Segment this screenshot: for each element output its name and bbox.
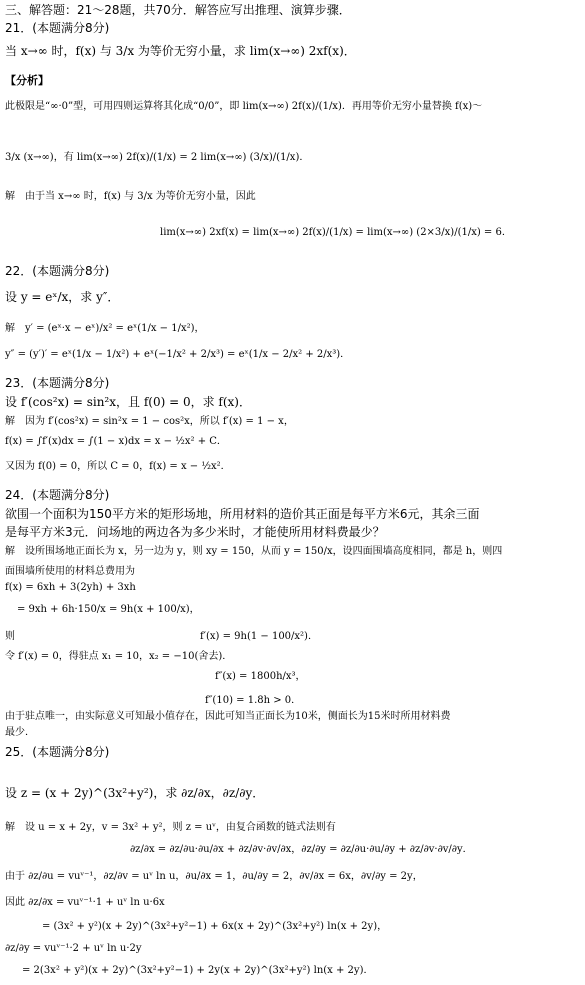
problem-23-statement: 设 f′(cos²x) = sin²x，且 f(0) = 0，求 f(x)． (5, 395, 251, 409)
problem-24-solution-3: f(x) = 6xh + 3(2yh) + 3xh (5, 582, 136, 593)
problem-22-solution-2: y″ = (y′)′ = eˣ(1/x − 1/x²) + eˣ(−1/x² + 2/x³) = eˣ(1/x − 2/x² + 2/x³)． (5, 349, 351, 360)
problem-24-solution-5: f′(x) = 9h(1 − 100/x²)． (200, 631, 318, 642)
problem-21-solution-2: lim(x→∞) 2xf(x) = lim(x→∞) 2f(x)/(1/x) = lim(x→∞) (2×3/x)/(1/x) = 6． (160, 227, 512, 238)
problem-21-analysis-1: 此极限是“∞·0”型，可用四则运算将其化成“0/0”，即 lim(x→∞) 2f(x)/(1/x)．再用等价无穷小量替换 f(x)～ (5, 101, 483, 112)
problem-21-statement: 当 x→∞ 时，f(x) 与 3/x 为等价无穷小量，求 lim(x→∞) 2xf(x)． (5, 44, 356, 58)
problem-24-solution-4: = 9xh + 6h·150/x = 9h(x + 100/x)， (17, 604, 200, 615)
problem-21-solution-1: 解 由于当 x→∞ 时，f(x) 与 3/x 为等价无穷小量，因此 (5, 191, 256, 202)
problem-24-solution-6: 令 f′(x) = 0，得驻点 x₁ = 10，x₂ = −10(舍去)． (5, 651, 233, 662)
problem-25-solution-5: = (3x² + y²)(x + 2y)^(3x²+y²−1) + 6x(x + 2y)^(3x²+y²) ln(x + 2y)， (42, 921, 388, 932)
problem-23-solution-1: 解 因为 f′(cos²x) = sin²x = 1 − cos²x，所以 f′(x) = 1 − x， (5, 416, 294, 427)
section-header: 三、解答题：21～28题，共70分．解答应写出推理、演算步骤． (5, 3, 351, 17)
problem-25-statement: 设 z = (x + 2y)^(3x²+y²)，求 ∂z/∂x，∂z/∂y． (5, 786, 265, 800)
problem-24-solution-9: 由于驻点唯一，由实际意义可知最小值存在，因此可知当正面长为10米，侧面长为15米时所用材料费 (5, 711, 451, 722)
problem-25-solution-7: = 2(3x² + y²)(x + 2y)^(3x²+y²−1) + 2y(x + 2y)^(3x²+y²) ln(x + 2y)． (22, 965, 374, 976)
problem-23-number: 23．(本题满分8分) (5, 376, 110, 390)
problem-25-solution-3: 由于 ∂z/∂u = vuᵛ⁻¹，∂z/∂v = uᵛ ln u，∂u/∂x = 1，∂u/∂y = 2，∂v/∂x = 6x，∂v/∂y = 2y， (5, 871, 423, 882)
problem-25-solution-6: ∂z/∂y = vuᵛ⁻¹·2 + uᵛ ln u·2y (5, 943, 142, 954)
problem-22-number: 22．(本题满分8分) (5, 264, 110, 278)
problem-25-number: 25．(本题满分8分) (5, 745, 110, 759)
problem-24-statement-2: 是每平方米3元．问场地的两边各为多少米时，才能使所用材料费最少？ (5, 525, 385, 539)
problem-24-solution-5-label: 则 (5, 631, 15, 642)
problem-23-solution-2: f(x) = ∫f′(x)dx = ∫(1 − x)dx = x − ½x² + C． (5, 436, 227, 447)
problem-24-solution-10: 最少． (5, 727, 35, 738)
problem-24-solution-1: 解 设所围场地正面长为 x，另一边为 y，则 xy = 150，从而 y = 150/x，设四面围墙高度相同，都是 h，则四 (5, 546, 503, 557)
problem-24-solution-8: f″(10) = 1.8h > 0． (205, 695, 302, 706)
problem-24-solution-2: 面围墙所使用的材料总费用为 (5, 566, 135, 577)
problem-25-solution-1: 解 设 u = x + 2y，v = 3x² + y²，则 z = uᵛ，由复合函数的链式法则有 (5, 822, 336, 833)
problem-24-statement-1: 欲围一个面积为150平方米的矩形场地，所用材料的造价其正面是每平方米6元，其余三面 (5, 507, 480, 521)
problem-25-solution-4: 因此 ∂z/∂x = vuᵛ⁻¹·1 + uᵛ ln u·6x (5, 897, 165, 908)
problem-22-statement: 设 y = eˣ/x，求 y″． (5, 290, 120, 304)
problem-25-solution-2: ∂z/∂x = ∂z/∂u·∂u/∂x + ∂z/∂v·∂v/∂x，∂z/∂y = ∂z/∂u·∂u/∂y + ∂z/∂v·∂v/∂y． (130, 844, 473, 855)
problem-21-analysis-label: 【分析】 (5, 74, 49, 87)
problem-22-solution-1: 解 y′ = (eˣ·x − eˣ)/x² = eˣ(1/x − 1/x²)， (5, 323, 205, 334)
problem-21-number: 21．(本题满分8分) (5, 21, 110, 35)
problem-21-analysis-2: 3/x (x→∞)，有 lim(x→∞) 2f(x)/(1/x) = 2 lim(x→∞) (3/x)/(1/x)． (5, 152, 310, 163)
problem-24-solution-7: f″(x) = 1800h/x³， (215, 671, 306, 682)
problem-23-solution-3: 又因为 f(0) = 0，所以 C = 0，f(x) = x − ½x²． (5, 461, 231, 472)
problem-24-number: 24．(本题满分8分) (5, 488, 110, 502)
